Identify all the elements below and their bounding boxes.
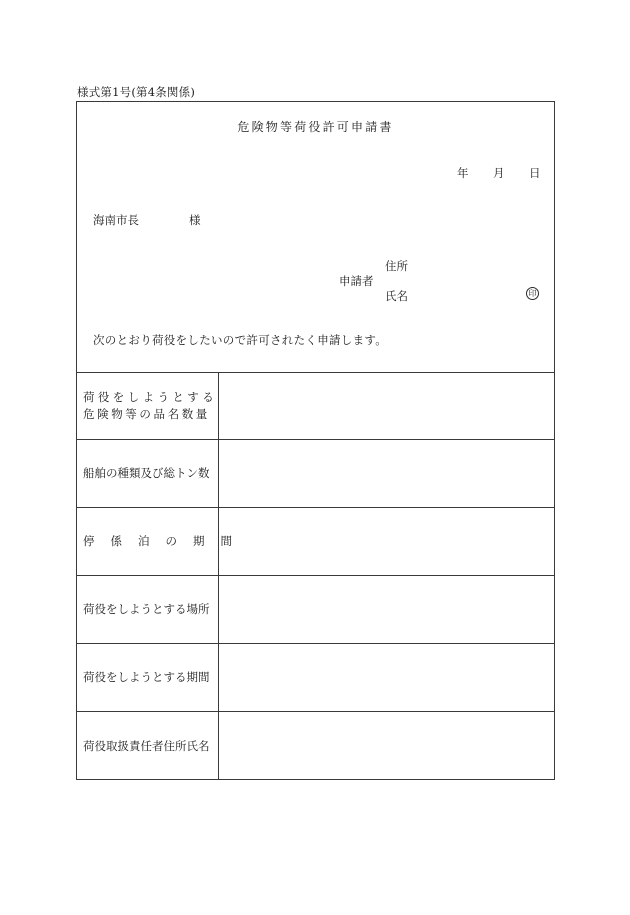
row-label-line: 危険物等の品名数量 (83, 406, 210, 421)
form-title: 危険物等荷役許可申請書 (237, 120, 394, 134)
addressee-name: 海南市長 (93, 213, 139, 227)
cargo-items-field[interactable] (219, 372, 554, 439)
form-header (77, 102, 554, 373)
row-label (77, 712, 219, 780)
mooring-period-field[interactable] (219, 508, 554, 575)
row-label-line: 荷役をしようとする (83, 389, 218, 404)
row-responsible-person (77, 712, 554, 780)
application-form (76, 101, 555, 780)
row-cargo-location (77, 576, 554, 644)
applicant-address-label: 住所 (385, 259, 408, 273)
row-label (77, 644, 219, 711)
applicant-label: 申請者 (339, 274, 374, 288)
vessel-type-field[interactable] (219, 440, 554, 507)
form-rows (77, 372, 554, 780)
date-year-label: 年 (457, 166, 469, 180)
row-label-line: 荷役取扱責任者住所氏名 (83, 738, 210, 753)
row-label-line: 船舶の種類及び総トン数 (83, 466, 210, 480)
seal-mark-icon: 印 (526, 287, 539, 300)
cargo-period-field[interactable] (219, 644, 554, 711)
row-label-line: 荷役をしようとする期間 (83, 670, 210, 684)
row-cargo-period (77, 644, 554, 712)
row-cargo-items (77, 372, 554, 440)
date-month-label: 月 (493, 166, 505, 180)
row-label (77, 440, 219, 507)
date-day-label: 日 (529, 166, 541, 180)
row-label-line: 停係泊の期間 (83, 534, 248, 548)
cargo-location-field[interactable] (219, 576, 554, 643)
row-label (77, 508, 248, 575)
row-label-line: 荷役をしようとする場所 (83, 602, 210, 616)
addressee-honorific: 様 (189, 213, 201, 227)
row-vessel-type (77, 440, 554, 508)
applicant-name-label: 氏名 (385, 289, 408, 303)
responsible-person-field[interactable] (219, 712, 554, 780)
form-number: 様式第1号(第4条関係) (77, 85, 196, 99)
application-statement: 次のとおり荷役をしたいので許可されたく申請します。 (93, 333, 388, 347)
row-label (77, 576, 219, 643)
row-mooring-period (77, 508, 554, 576)
row-label (77, 372, 219, 439)
